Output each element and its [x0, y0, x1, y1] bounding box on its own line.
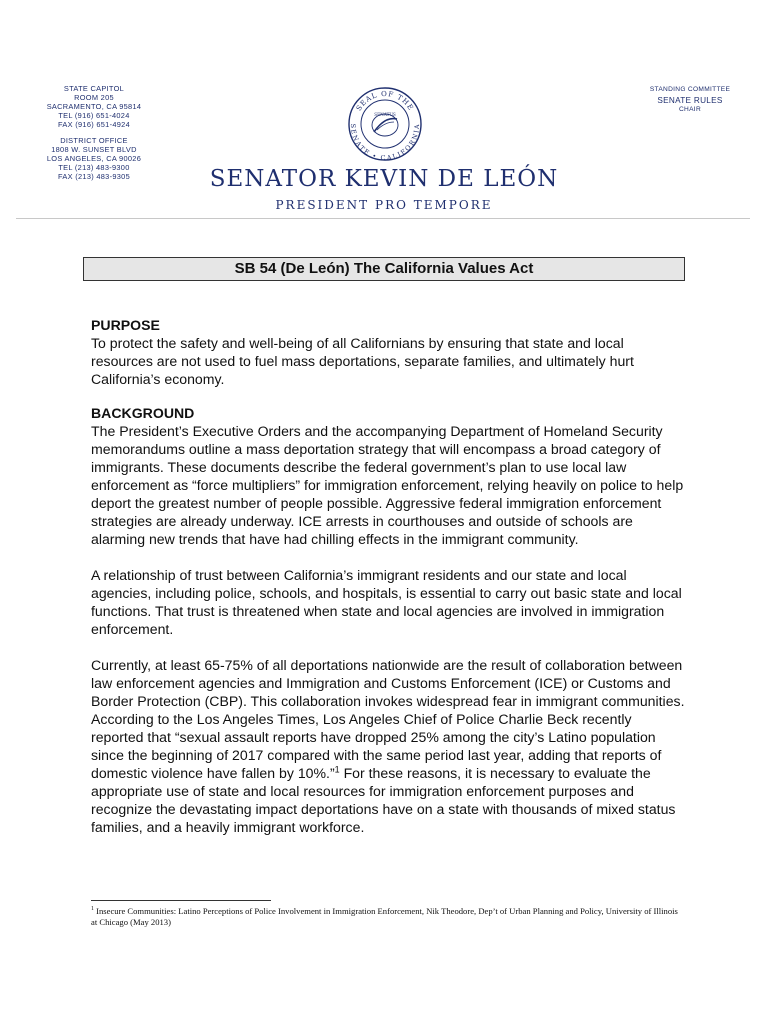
address-line: SACRAMENTO, CA 95814 [46, 102, 142, 111]
footnote-number: 1 [91, 906, 94, 913]
footnote-text: Insecure Communities: Latino Perceptions of Police Involvement in Immigration Enforcement, Nik Theodore, Dep’t of Urban Planning and Policy, University of Illinois at Chicago (May 2013) [91, 906, 678, 927]
address-line: LOS ANGELES, CA 90026 [46, 154, 142, 163]
purpose-heading: PURPOSE [91, 317, 160, 333]
background-paragraph-2: A relationship of trust between California’s immigrant residents and our state and local agencies, including police, schools, and hospitals, is essential to carry out basic state and local functions. That trust is threatened when state and local agencies are involved in immigration enforcement. [91, 567, 682, 637]
senate-seal-logo [347, 86, 423, 162]
seal-bottom-text: SENATE • CALIFORNIA [349, 123, 421, 162]
seal-center-text: SENATUS [374, 112, 396, 117]
address-line: TEL (213) 483-9300 [58, 163, 130, 172]
committee-name: SENATE RULES [657, 96, 723, 105]
address-line: FAX (916) 651-4924 [58, 120, 130, 129]
purpose-text: To protect the safety and well-being of all Californians by ensuring that state and local resources are not used to fuel mass deportations, separate families, and ultimately hurt California’s economy. [91, 335, 634, 387]
address-line: TEL (916) 651-4024 [58, 111, 130, 120]
address-line: ROOM 205 [74, 93, 114, 102]
background-heading: BACKGROUND [91, 405, 195, 421]
svg-text:SEAL OF THE [355, 90, 415, 112]
capitol-address-block [26, 84, 162, 181]
address-line: DISTRICT OFFICE [60, 136, 128, 145]
background-paragraph-3 [91, 656, 687, 836]
footnote-divider [91, 900, 271, 901]
address-line: FAX (213) 483-9305 [58, 172, 130, 181]
paragraph-text: For these reasons, it is necessary to evaluate the appropriate use of state and local resources for immigration enforcement purposes and recognize the devastating impact deportations have on a state with thousands of mixed status families, and a heavily immigrant workforce. [91, 765, 676, 835]
senator-name: SENATOR KEVIN DE LEÓN [209, 166, 559, 192]
letterhead-divider [16, 218, 750, 219]
address-line: 1808 W. SUNSET BLVD [51, 145, 137, 154]
senator-title: PRESIDENT PRO TEMPORE [275, 198, 493, 212]
footnote-reference[interactable]: 1 [334, 764, 340, 775]
paragraph-text: Currently, at least 65-75% of all deportations nationwide are the result of collaboration between law enforcement agencies and Immigration and Customs Enforcement (ICE) or Customs and Border Protection (CBP). This collaboration invokes widespread fear in immigrant communities. According to the Los Angeles Times, Los Angeles Chief of Police Charlie Beck recently reported that “sexual assault reports have dropped 25% among the city’s Latino population since the beginning of 2017 compared with the same period last year, adding that reports of domestic violence have fallen by 10%.” [91, 657, 685, 781]
bill-title: SB 54 (De León) The California Values Act [83, 257, 685, 281]
background-paragraph-1: The President’s Executive Orders and the accompanying Department of Homeland Security memorandums outline a mass deportation strategy that will encompass a broad category of immigrants. These documents describe the federal government’s plan to use local law enforcement as “force multipliers” for immigration enforcement, relying heavily on police to help deport the greatest number of people possible. Aggressive federal immigration enforcement strategies are already underway. ICE arrests in courthouses and outside of schools are alarming new trends that have had chilling effects in the immigrant community. [91, 423, 684, 547]
seal-top-text: SEAL OF THE [354, 89, 416, 113]
committee-block [630, 85, 750, 114]
footnote [91, 906, 681, 928]
committee-label: STANDING COMMITTEE [649, 86, 731, 93]
svg-text:SENATE • CALIFORNIA [349, 124, 421, 162]
address-line: STATE CAPITOL [63, 84, 125, 93]
document-body [91, 316, 687, 836]
committee-role: CHAIR [678, 106, 701, 113]
